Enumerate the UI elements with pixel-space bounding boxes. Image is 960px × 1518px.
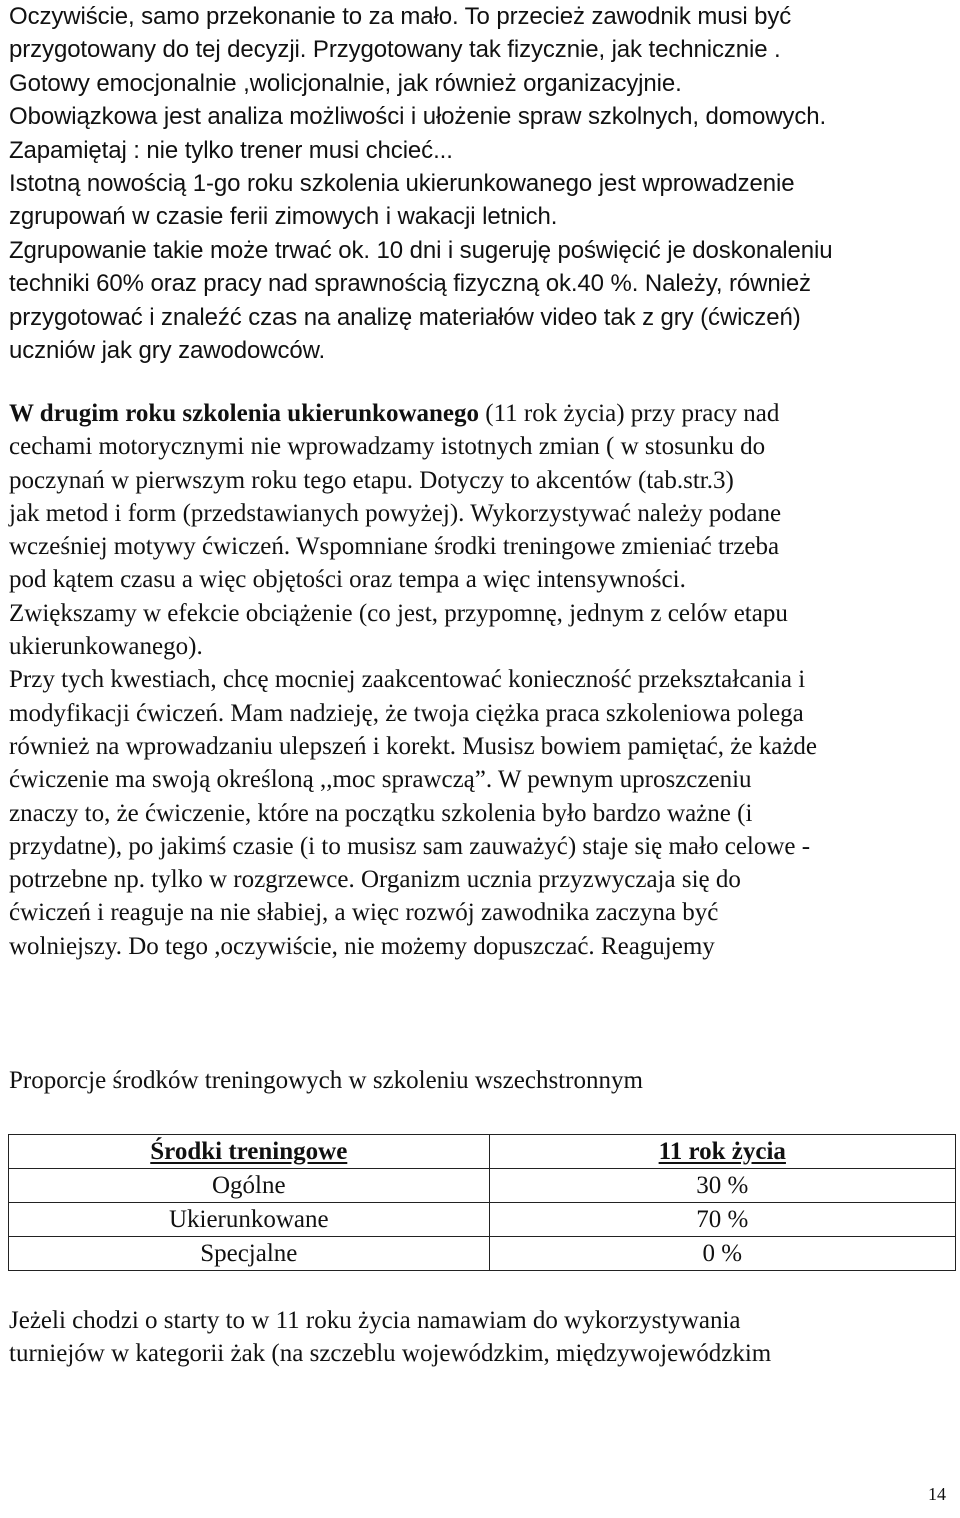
text-line: ćwiczenie ma swoją określoną ,,moc sprawczą”. W pewnym uproszczeniu: [9, 766, 752, 794]
text-line: modyfikacji ćwiczeń. Mam nadzieję, że twoja ciężka praca szkoleniowa polega: [9, 699, 804, 727]
text-line: turniejów w kategorii żak (na szczeblu wojewódzkim, międzywojewódzkim: [9, 1340, 772, 1368]
text-line: Oczywiście, samo przekonanie to za mało. To przecież zawodnik musi być: [9, 3, 792, 30]
table-cell-category: Ogólne: [9, 1169, 490, 1203]
table-cell-category: Ukierunkowane: [9, 1203, 490, 1237]
table-cell-value: 70 %: [489, 1203, 955, 1237]
text-line: wolniejszy. Do tego ,oczywiście, nie możemy dopuszczać. Reagujemy: [9, 932, 715, 960]
text-line: techniki 60% oraz pracy nad sprawnością fizyczną ok.40 %. Należy, również: [9, 270, 811, 298]
table-header-row: [9, 1135, 956, 1169]
table-row: [9, 1203, 956, 1237]
header-age: 11 rok życia: [658, 1137, 786, 1165]
text-line: cechami motorycznymi nie wprowadzamy istotnych zmian ( w stosunku do: [9, 433, 766, 461]
paragraph-training-camps: [9, 0, 949, 367]
table-cell-value: 0 %: [489, 1237, 955, 1271]
text-line: ćwiczeń i reaguje na nie słabiej, a więc rozwój zawodnika zaczyna być: [9, 899, 719, 927]
text-line: Jeżeli chodzi o starty to w 11 roku życia namawiam do wykorzystywania: [9, 1307, 741, 1334]
bold-lead-text: W drugim roku szkolenia ukierunkowanego: [9, 400, 480, 427]
text-line: przygotowany do tej decyzji. Przygotowany tak fizycznie, jak technicznie .: [9, 36, 781, 64]
text-line: pod kątem czasu a więc objętości oraz tempa a więc intensywności.: [9, 566, 686, 594]
paragraph-tournaments: [9, 1304, 949, 1371]
text-line: Istotną nowością 1-go roku szkolenia ukierunkowanego jest wprowadzenie: [9, 170, 795, 198]
text-line: Zgrupowanie takie może trwać ok. 10 dni i sugeruję poświęcić je doskonaleniu: [9, 236, 833, 264]
header-means: Środki treningowe: [150, 1137, 348, 1165]
text-line: potrzebne np. tylko w rozgrzewce. Organizm ucznia przyzwyczaja się do: [9, 866, 741, 894]
text-line: Zwiększamy w efekcie obciążenie (co jest, przypomnę, jednym z celów etapu: [9, 599, 788, 627]
first-line-rest: (11 rok życia) przy pracy nad: [479, 400, 780, 427]
text-line: jak metod i form (przedstawianych powyżej). Wykorzystywać należy podane: [9, 499, 782, 527]
table-header-cell: [489, 1135, 955, 1169]
table-header-cell: [9, 1135, 490, 1169]
table-row: [9, 1237, 956, 1271]
text-line: Obowiązkowa jest analiza możliwości i ułożenie spraw szkolnych, domowych.: [9, 103, 827, 131]
text-line: ukierunkowanego).: [9, 633, 203, 661]
text-line: Gotowy emocjonalnie ,wolicjonalnie, jak również organizacyjnie.: [9, 69, 682, 97]
table-row: [9, 1169, 956, 1203]
text-line: poczynań w pierwszym roku tego etapu. Dotyczy to akcentów (tab.str.3): [9, 466, 734, 494]
text-line: przydatne), po jakimś czasie (i to musisz sam zauważyć) staje się mało celowe -: [9, 832, 811, 860]
text-line: przygotować i znaleźć czas na analizę materiałów video tak z gry (ćwiczeń): [9, 303, 801, 331]
text-line: zgrupowań w czasie ferii zimowych i wakacji letnich.: [9, 203, 558, 231]
training-proportions-table: [8, 1134, 956, 1271]
text-line: również na wprowadzaniu ulepszeń i korekt. Musisz bowiem pamiętać, że każde: [9, 732, 818, 760]
text-line: [9, 397, 949, 430]
text-line: Przy tych kwestiach, chcę mocniej zaakcentować konieczność przekształcania i: [9, 666, 806, 694]
table-title: Proporcje środków treningowych w szkoleniu wszechstronnym: [9, 1067, 643, 1094]
page-number: 14: [928, 1484, 946, 1504]
table-cell-category: Specjalne: [9, 1237, 490, 1271]
table-cell-value: 30 %: [489, 1169, 955, 1203]
text-line: uczniów jak gry zawodowców.: [9, 337, 326, 365]
text-line: Zapamiętaj : nie tylko trener musi chcieć...: [9, 136, 453, 164]
paragraph-second-year: [9, 397, 949, 963]
text-line: znaczy to, że ćwiczenie, które na początku szkolenia było bardzo ważne (i: [9, 799, 753, 827]
text-line: wcześniej motywy ćwiczeń. Wspomniane środki treningowe zmieniać trzeba: [9, 533, 780, 561]
